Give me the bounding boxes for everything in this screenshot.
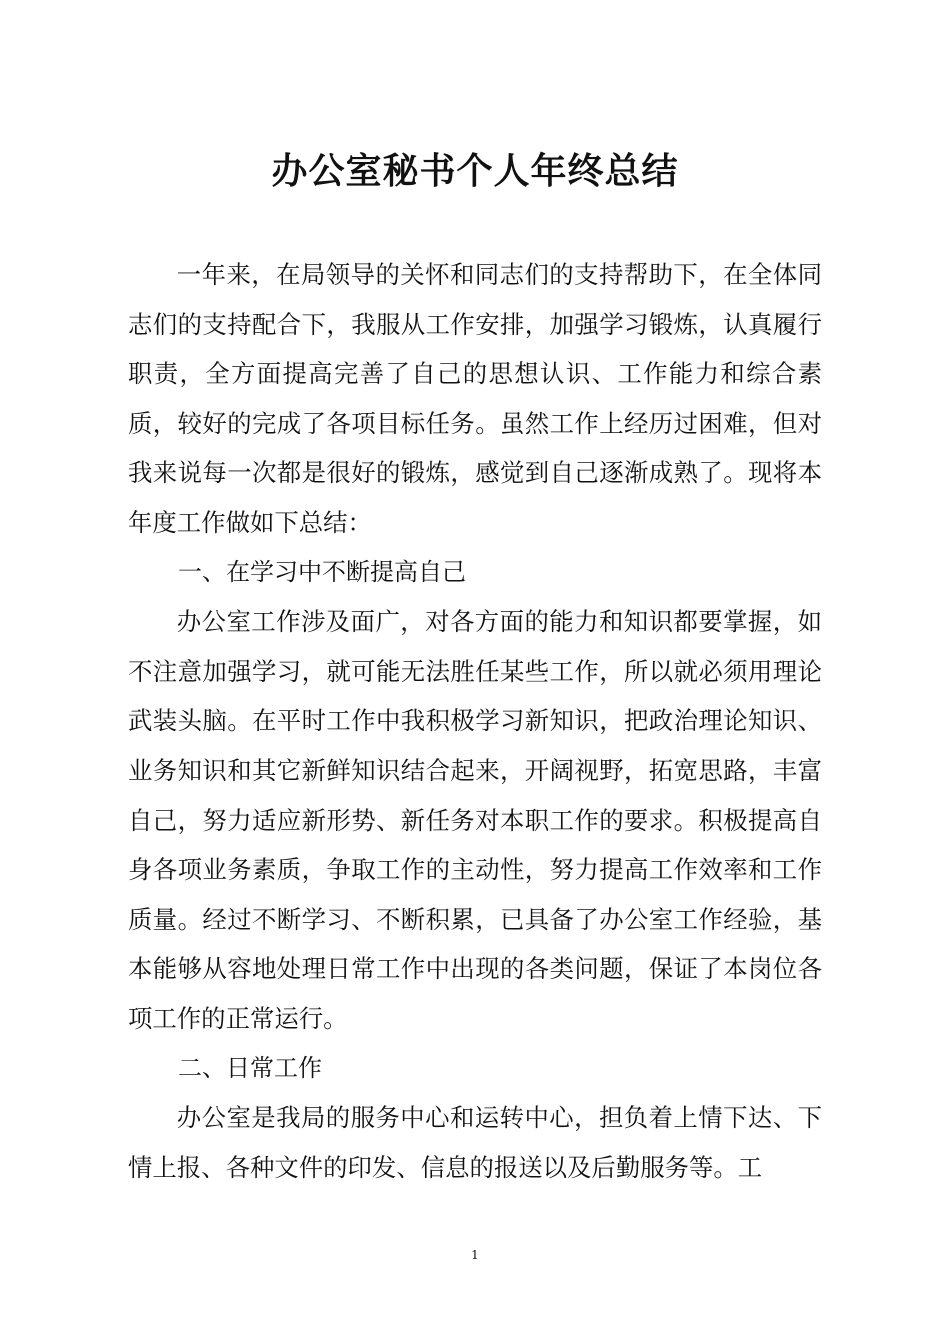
section-heading-1: 一、在学习中不断提高自己 xyxy=(178,557,466,586)
page-number: 1 xyxy=(471,1248,479,1262)
document-title: 办公室秘书个人年终总结 xyxy=(271,150,679,192)
intro-paragraph: 一年来，在局领导的关怀和同志们的支持帮助下，在全体同志们的支持配合下，我服从工作安排，加强学习锻炼，认真履行职责，全方面提高完善了自己的思想认识、工作能力和综合素质，较好的完成了各项目标任务。虽然工作上经历过困难，但对我来说每一次都是很好的锻炼，感觉到自己逐渐成熟了。现将本年度工作做如下总结： xyxy=(128,260,822,537)
section-heading-2: 二、日常工作 xyxy=(178,1053,322,1082)
document-body xyxy=(128,250,822,1192)
section-paragraph-1: 办公室工作涉及面广，对各方面的能力和知识都要掌握，如不注意加强学习，就可能无法胜任某些工作，所以就必须用理论武装头脑。在平时工作中我积极学习新知识，把政治理论知识、业务知识和其它新鲜知识结合起来，开阔视野，拓宽思路，丰富自己，努力适应新形势、新任务对本职工作的要求。积极提高自身各项业务素质，争取工作的主动性，努力提高工作效率和工作质量。经过不断学习、不断积累，已具备了办公室工作经验，基本能够从容地处理日常工作中出现的各类问题，保证了本岗位各项工作的正常运行。 xyxy=(128,607,822,1033)
section-paragraph-2: 办公室是我局的服务中心和运转中心，担负着上情下达、下情上报、各种文件的印发、信息的报送以及后勤服务等。工 xyxy=(128,1103,822,1182)
